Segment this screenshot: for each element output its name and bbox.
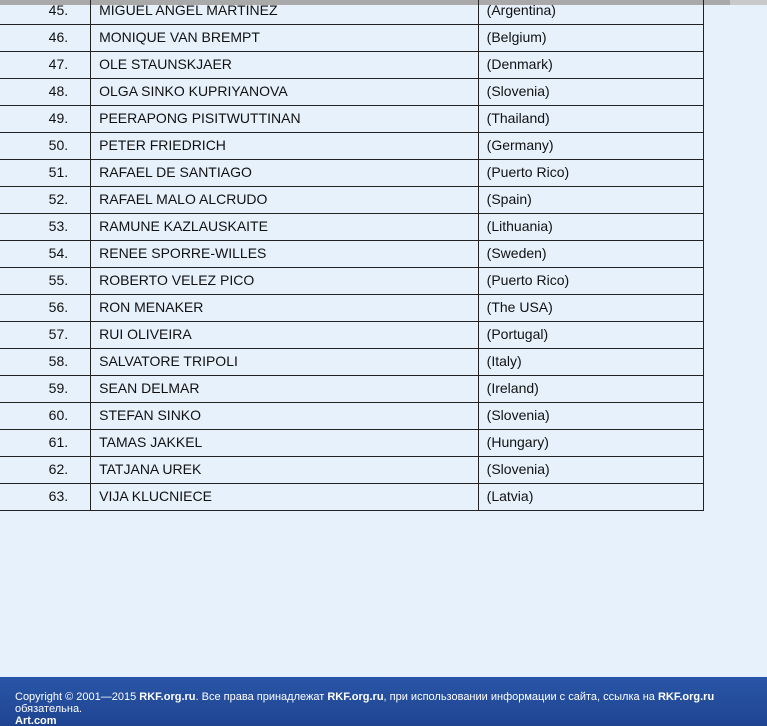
table-row	[0, 187, 704, 214]
judge-name	[91, 187, 479, 214]
judge-country-text: (Slovenia)	[486, 406, 550, 423]
judge-number-text: 63.	[48, 487, 69, 504]
judge-number	[0, 430, 91, 457]
judge-name-text: STEFAN SINKO	[99, 406, 202, 423]
judge-name	[91, 160, 479, 187]
judge-country	[478, 106, 703, 133]
judge-country-text: (Germany)	[486, 136, 554, 153]
judge-number	[0, 187, 91, 214]
judge-name-text: SALVATORE TRIPOLI	[99, 352, 238, 369]
judge-number	[0, 376, 91, 403]
judge-country-text: (Puerto Rico)	[486, 163, 570, 180]
judge-country	[478, 214, 703, 241]
judge-number-text: 52.	[48, 190, 69, 207]
judge-name-text: OLGA SINKO KUPRIYANOVA	[99, 82, 288, 99]
judge-name-text: ROBERTO VELEZ PICO	[99, 271, 255, 288]
table-row	[0, 0, 704, 25]
judge-number-text: 47.	[48, 55, 69, 72]
judge-name-text: OLE STAUNSKJAER	[99, 55, 232, 72]
judge-country-text: (Sweden)	[486, 244, 547, 261]
judge-number-text: 53.	[48, 217, 69, 234]
judge-country	[478, 187, 703, 214]
judge-number	[0, 403, 91, 430]
judge-number-text: 54.	[48, 244, 69, 261]
footer-credit-link[interactable]: Art.com	[15, 715, 57, 726]
judge-name	[91, 241, 479, 268]
judge-number	[0, 214, 91, 241]
judge-name	[91, 133, 479, 160]
judge-number	[0, 457, 91, 484]
judge-country	[478, 484, 703, 511]
judge-name-text: RENEE SPORRE-WILLES	[99, 244, 267, 261]
judge-name	[91, 295, 479, 322]
judge-country	[478, 376, 703, 403]
judge-name-text: RUI OLIVEIRA	[99, 325, 192, 342]
judge-name	[91, 214, 479, 241]
judge-number	[0, 79, 91, 106]
judge-country	[478, 160, 703, 187]
footer-mid-1: . Все права принадлежат	[195, 691, 328, 703]
judge-number-text: 56.	[48, 298, 69, 315]
judge-number	[0, 322, 91, 349]
judge-country	[478, 25, 703, 52]
judge-number	[0, 106, 91, 133]
judge-name-text: RAFAEL MALO ALCRUDO	[99, 190, 268, 207]
judge-number	[0, 0, 91, 25]
judge-number-text: 45.	[48, 1, 69, 18]
judge-country	[478, 52, 703, 79]
judge-country-text: (Lithuania)	[486, 217, 553, 234]
judge-number-text: 57.	[48, 325, 69, 342]
table-row	[0, 133, 704, 160]
judge-country-text: (Belgium)	[486, 28, 547, 45]
judge-number	[0, 133, 91, 160]
judge-number	[0, 25, 91, 52]
table-row	[0, 106, 704, 133]
judge-name-text: MONIQUE VAN BREMPT	[99, 28, 260, 45]
judge-country	[478, 0, 703, 25]
judge-country	[478, 268, 703, 295]
judge-number-text: 49.	[48, 109, 69, 126]
judge-name-text: MIGUEL ANGEL MARTINEZ	[99, 1, 278, 18]
table-row	[0, 322, 704, 349]
judge-number-text: 59.	[48, 379, 69, 396]
judge-name-text: VIJA KLUCNIECE	[99, 487, 212, 504]
judge-number	[0, 349, 91, 376]
judge-country-text: (Latvia)	[486, 487, 534, 504]
table-row	[0, 349, 704, 376]
judge-number	[0, 484, 91, 511]
judge-name-text: RAMUNE KAZLAUSKAITE	[99, 217, 268, 234]
footer	[0, 677, 767, 726]
table-row	[0, 268, 704, 295]
judge-number	[0, 295, 91, 322]
footer-copyright-line	[15, 691, 767, 715]
judge-number	[0, 52, 91, 79]
judge-name-text: TAMAS JAKKEL	[99, 433, 203, 450]
table-row	[0, 457, 704, 484]
table-row	[0, 241, 704, 268]
footer-credit-line	[15, 715, 767, 726]
table-row	[0, 484, 704, 511]
judge-number-text: 55.	[48, 271, 69, 288]
judge-country	[478, 133, 703, 160]
judge-country	[478, 79, 703, 106]
judge-name	[91, 25, 479, 52]
footer-site-link-3[interactable]: RKF.org.ru	[657, 691, 715, 703]
judge-country-text: (Thailand)	[486, 109, 550, 126]
judge-name	[91, 322, 479, 349]
judge-country	[478, 349, 703, 376]
judge-number-text: 46.	[48, 28, 69, 45]
judge-country-text: (Puerto Rico)	[486, 271, 570, 288]
judge-name-text: SEAN DELMAR	[99, 379, 200, 396]
footer-site-link-1[interactable]: RKF.org.ru	[139, 691, 196, 703]
judge-name	[91, 268, 479, 295]
judge-country	[478, 322, 703, 349]
footer-site-link-2[interactable]: RKF.org.ru	[327, 691, 384, 703]
judge-name	[91, 0, 479, 25]
footer-suffix: обязательна.	[15, 703, 83, 715]
table-row	[0, 295, 704, 322]
judge-country	[478, 430, 703, 457]
judge-name	[91, 430, 479, 457]
judge-name-text: PEERAPONG PISITWUTTINAN	[99, 109, 301, 126]
judge-name-text: PETER FRIEDRICH	[99, 136, 226, 153]
judge-country	[478, 457, 703, 484]
judge-number	[0, 160, 91, 187]
judge-country-text: (Slovenia)	[486, 460, 550, 477]
judge-country-text: (The USA)	[486, 298, 553, 315]
judge-name	[91, 376, 479, 403]
judge-country	[478, 295, 703, 322]
judge-number-text: 62.	[48, 460, 69, 477]
judge-number-text: 60.	[48, 406, 69, 423]
footer-prefix: Copyright © 2001—2015	[15, 691, 140, 703]
judge-name-text: RON MENAKER	[99, 298, 204, 315]
judge-country	[478, 403, 703, 430]
judge-name-text: RAFAEL DE SANTIAGO	[99, 163, 252, 180]
judge-country-text: (Italy)	[486, 352, 522, 369]
judge-name	[91, 349, 479, 376]
judge-country-text: (Ireland)	[486, 379, 539, 396]
judge-number-text: 61.	[48, 433, 69, 450]
judge-country-text: (Spain)	[486, 190, 532, 207]
table-row	[0, 160, 704, 187]
table-row	[0, 25, 704, 52]
judge-name	[91, 484, 479, 511]
table-row	[0, 430, 704, 457]
judge-name	[91, 106, 479, 133]
table-row	[0, 403, 704, 430]
judge-country-text: (Portugal)	[486, 325, 549, 342]
judge-name	[91, 403, 479, 430]
judge-number-text: 50.	[48, 136, 69, 153]
judge-country-text: (Slovenia)	[486, 82, 550, 99]
judge-country	[478, 241, 703, 268]
footer-mid-2: , при использовании информации с сайта, ссылка на	[383, 691, 658, 703]
judge-name	[91, 52, 479, 79]
judge-number-text: 58.	[48, 352, 69, 369]
judge-name-text: TATJANA UREK	[99, 460, 202, 477]
judge-number-text: 48.	[48, 82, 69, 99]
table-row	[0, 79, 704, 106]
judge-number	[0, 268, 91, 295]
judge-name	[91, 79, 479, 106]
table-row	[0, 376, 704, 403]
judge-number-text: 51.	[48, 163, 69, 180]
table-row	[0, 52, 704, 79]
judge-country-text: (Hungary)	[486, 433, 549, 450]
judge-name	[91, 457, 479, 484]
judge-country-text: (Denmark)	[486, 55, 553, 72]
judge-number	[0, 241, 91, 268]
judge-country-text: (Argentina)	[486, 1, 556, 18]
table-row	[0, 214, 704, 241]
